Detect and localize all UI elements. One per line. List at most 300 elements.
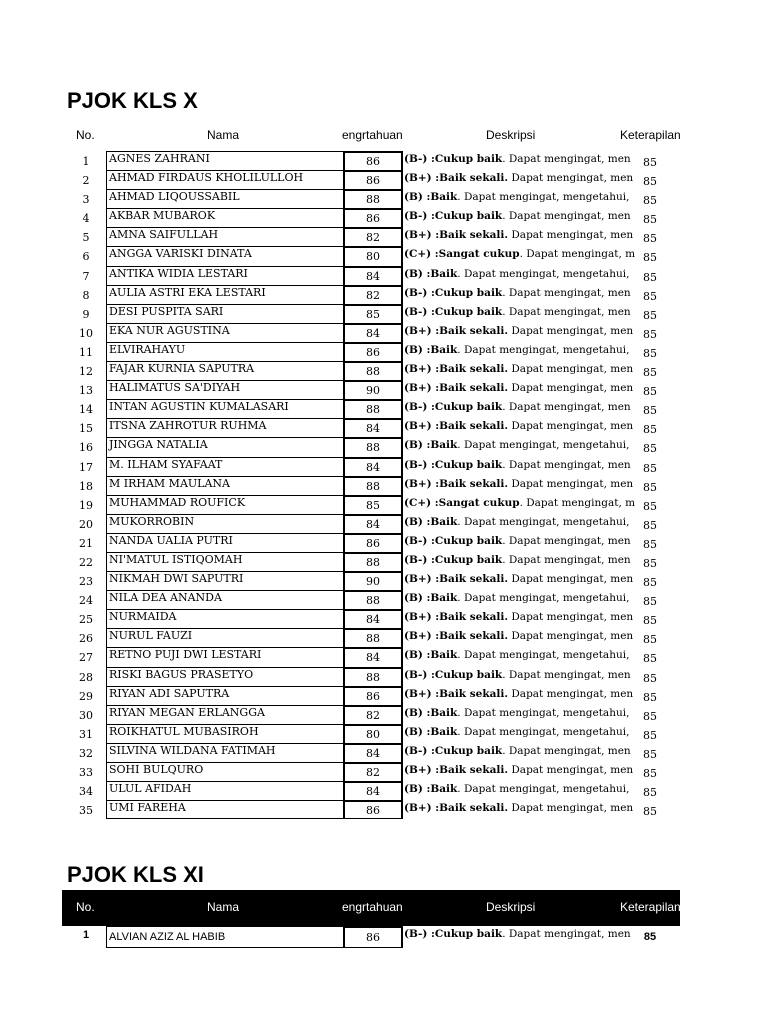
table-row xyxy=(0,609,768,628)
knowledge-score: 88 xyxy=(343,667,403,686)
table-body-kls-x xyxy=(0,151,768,819)
description-text: Dapat mengingat, men xyxy=(508,420,634,433)
table-row xyxy=(0,189,768,208)
description xyxy=(404,420,634,433)
student-name: RIYAN ADI SAPUTRA xyxy=(106,686,344,705)
student-name: INTAN AGUSTIN KUMALASARI xyxy=(106,399,344,418)
header-pengetahuan: engrtahuan xyxy=(342,900,403,914)
skill-score: 85 xyxy=(643,289,657,303)
grade-label: (B) :Baik xyxy=(404,439,458,452)
skill-score: 85 xyxy=(643,156,657,169)
description xyxy=(404,477,634,490)
description xyxy=(404,783,630,796)
row-number: 7 xyxy=(82,269,90,283)
skill-score: 85 xyxy=(643,747,657,761)
knowledge-score: 86 xyxy=(343,170,403,189)
description xyxy=(404,764,634,776)
table-row xyxy=(0,552,768,571)
skill-score: 85 xyxy=(643,442,657,456)
grade-label: (B+) :Baik sekali. xyxy=(404,382,509,395)
skill-score: 85 xyxy=(643,327,657,341)
grade-label: (C+) :Sangat cukup xyxy=(404,496,520,509)
table-row xyxy=(0,762,768,781)
skill-score: 85 xyxy=(643,404,657,418)
table-row xyxy=(0,667,768,686)
row-number: 29 xyxy=(79,689,93,703)
knowledge-score: 84 xyxy=(343,457,403,476)
row-number: 31 xyxy=(79,727,93,741)
student-name: DESI PUSPITA SARI xyxy=(106,304,344,323)
skill-score: 85 xyxy=(643,175,657,189)
row-number: 32 xyxy=(79,746,93,760)
row-number: 16 xyxy=(79,441,93,455)
student-name: UMI FAREHA xyxy=(106,800,344,819)
grade-label: (B+) :Baik sekali. xyxy=(404,420,509,433)
description-text: Dapat mengingat, men xyxy=(508,630,634,643)
student-name: ANTIKA WIDIA LESTARI xyxy=(106,266,344,285)
grade-label: (B+) :Baik sekali. xyxy=(404,229,509,242)
description xyxy=(404,687,634,700)
table-row xyxy=(0,285,768,304)
student-name: MUHAMMAD ROUFICK xyxy=(106,495,344,514)
student-name: HALIMATUS SA'DIYAH xyxy=(106,380,344,399)
description xyxy=(404,382,634,395)
row-number: 22 xyxy=(79,555,93,569)
skill-score: 85 xyxy=(643,614,657,628)
row-number: 26 xyxy=(79,632,93,646)
description xyxy=(404,363,634,376)
header-keterampilan: Keterapilan xyxy=(620,900,681,914)
student-name: MUKORROBIN xyxy=(106,514,344,533)
description xyxy=(404,439,630,452)
student-name: AHMAD LIQOUSSABIL xyxy=(106,189,344,208)
grade-label: (B-) :Cukup baik xyxy=(404,286,503,299)
student-name: NILA DEA ANANDA xyxy=(106,590,344,609)
skill-score: 85 xyxy=(643,251,657,265)
student-name: AHMAD FIRDAUS KHOLILULLOH xyxy=(106,170,344,189)
knowledge-score: 86 xyxy=(343,800,403,819)
table-row xyxy=(0,800,768,819)
student-name: AKBAR MUBAROK xyxy=(106,208,344,227)
description-text: Dapat mengingat, men xyxy=(508,611,634,624)
grade-label: (B-) :Cukup baik xyxy=(404,305,503,318)
description-text: . Dapat mengingat, m xyxy=(519,248,636,261)
grade-label: (B) :Baik xyxy=(404,649,458,662)
grade-label: (B) :Baik xyxy=(404,706,458,719)
grade-label: (B-) :Cukup baik xyxy=(404,553,503,566)
description xyxy=(404,324,634,337)
description xyxy=(404,343,630,356)
description xyxy=(404,649,630,662)
grade-label: (B-) :Cukup baik xyxy=(404,458,503,471)
knowledge-score: 82 xyxy=(343,705,403,724)
grade-label: (B) :Baik xyxy=(404,515,458,528)
table-row xyxy=(0,514,768,533)
row-number: 2 xyxy=(82,174,90,188)
description-text: . Dapat mengingat, mengetahui, xyxy=(457,267,630,280)
row-number: 30 xyxy=(79,708,93,722)
description-text: . Dapat mengingat, mengetahui, xyxy=(457,515,630,528)
row-number: 33 xyxy=(79,766,93,779)
description xyxy=(404,172,634,185)
table-row xyxy=(0,323,768,342)
grade-label: (B+) :Baik sekali. xyxy=(404,573,509,586)
section-title-kls-xi: PJOK KLS XI xyxy=(67,862,204,887)
description-text: Dapat mengingat, men xyxy=(508,363,634,376)
knowledge-score: 88 xyxy=(343,437,403,456)
description-text: . Dapat mengingat, men xyxy=(502,401,631,414)
header-keterampilan: Keterapilan xyxy=(620,128,681,142)
skill-score: 85 xyxy=(643,805,657,819)
table-row xyxy=(0,437,768,456)
skill-score: 85 xyxy=(643,480,657,494)
table-row xyxy=(0,418,768,437)
description xyxy=(404,210,631,223)
row-number: 18 xyxy=(79,479,93,493)
row-number: 13 xyxy=(79,384,93,398)
student-name: ITSNA ZAHROTUR RUHMA xyxy=(106,418,344,437)
student-name: ANGGA VARISKI DINATA xyxy=(106,246,344,265)
knowledge-score: 84 xyxy=(343,647,403,666)
table-row xyxy=(0,457,768,476)
skill-score: 85 xyxy=(643,767,657,780)
skill-score: 85 xyxy=(643,786,657,800)
header-pengetahuan: engrtahuan xyxy=(342,128,403,142)
grade-label: (B) :Baik xyxy=(404,267,458,280)
knowledge-score: 86 xyxy=(343,686,403,705)
header-nama: Nama xyxy=(207,128,240,142)
description xyxy=(404,928,631,940)
description xyxy=(404,229,634,242)
row-number: 15 xyxy=(79,422,93,436)
description xyxy=(404,401,631,414)
skill-score: 85 xyxy=(643,595,657,609)
row-number: 11 xyxy=(79,345,93,359)
table-row xyxy=(0,781,768,800)
grade-label: (B) :Baik xyxy=(404,725,458,738)
student-name: ALVIAN AZIZ AL HABIB xyxy=(106,926,344,948)
knowledge-score: 88 xyxy=(343,399,403,418)
row-number: 4 xyxy=(82,212,90,226)
student-name: SOHI BULQURO xyxy=(106,762,344,781)
skill-score: 85 xyxy=(643,537,657,551)
header-no: No. xyxy=(76,900,95,914)
row-number: 21 xyxy=(79,536,93,550)
skill-score: 85 xyxy=(643,690,657,704)
student-name: ELVIRAHAYU xyxy=(106,342,344,361)
row-number: 3 xyxy=(82,193,90,207)
section-title-kls-x: PJOK KLS X xyxy=(67,88,198,113)
student-name: NIKMAH DWI SAPUTRI xyxy=(106,571,344,590)
table-row xyxy=(0,705,768,724)
skill-score: 85 xyxy=(643,556,657,570)
description-text: . Dapat mengingat, mengetahui, xyxy=(457,343,630,356)
table-header-kls-xi xyxy=(62,890,680,926)
table-row xyxy=(0,380,768,399)
skill-score: 85 xyxy=(643,423,657,437)
description-text: . Dapat mengingat, men xyxy=(502,286,631,299)
skill-score: 85 xyxy=(643,709,657,723)
table-row xyxy=(0,724,768,743)
knowledge-score: 84 xyxy=(343,514,403,533)
knowledge-score: 90 xyxy=(343,380,403,399)
grade-label: (B+) :Baik sekali. xyxy=(404,363,509,376)
table-row xyxy=(0,208,768,227)
description-text: . Dapat mengingat, men xyxy=(502,210,631,223)
row-number: 34 xyxy=(79,785,93,799)
row-number: 5 xyxy=(82,231,90,245)
description xyxy=(404,496,636,509)
row-number: 12 xyxy=(79,365,93,379)
skill-score: 85 xyxy=(643,652,657,666)
student-name: RIYAN MEGAN ERLANGGA xyxy=(106,705,344,724)
knowledge-score: 86 xyxy=(343,342,403,361)
description xyxy=(404,305,631,318)
table-row xyxy=(0,533,768,552)
skill-score: 85 xyxy=(643,194,657,208)
student-name: M IRHAM MAULANA xyxy=(106,476,344,495)
row-number: 1 xyxy=(82,929,90,941)
skill-score: 85 xyxy=(643,346,657,360)
grade-label: (B-) :Cukup baik xyxy=(404,668,503,681)
description xyxy=(404,668,631,681)
row-number: 6 xyxy=(82,250,90,264)
table-row xyxy=(0,227,768,246)
table-row xyxy=(0,628,768,647)
grade-label: (B+) :Baik sekali. xyxy=(404,324,509,337)
description-text: . Dapat mengingat, mengetahui, xyxy=(457,725,630,738)
skill-score: 85 xyxy=(643,366,657,380)
description xyxy=(404,592,630,605)
description-text: Dapat mengingat, men xyxy=(508,229,634,242)
description-text: . Dapat mengingat, men xyxy=(502,553,631,566)
table-row xyxy=(0,399,768,418)
skill-score: 85 xyxy=(643,308,657,322)
skill-score: 85 xyxy=(643,671,657,685)
table-body-kls-xi xyxy=(0,926,768,948)
table-row xyxy=(0,571,768,590)
description xyxy=(404,706,630,719)
grade-label: (B+) :Baik sekali. xyxy=(404,477,509,490)
description-text: . Dapat mengingat, men xyxy=(502,928,631,940)
table-row xyxy=(0,170,768,189)
description xyxy=(404,553,631,566)
table-row xyxy=(0,266,768,285)
grade-label: (B-) :Cukup baik xyxy=(404,744,503,757)
row-number: 1 xyxy=(82,155,90,168)
description-text: Dapat mengingat, men xyxy=(508,324,634,337)
row-number: 27 xyxy=(79,651,93,665)
student-name: AMNA SAIFULLAH xyxy=(106,227,344,246)
grade-label: (B+) :Baik sekali. xyxy=(404,630,509,643)
table-row xyxy=(0,151,768,170)
table-row xyxy=(0,361,768,380)
student-name: SILVINA WILDANA FATIMAH xyxy=(106,743,344,762)
table-header-kls-x xyxy=(0,124,768,146)
description xyxy=(404,267,630,280)
knowledge-score: 82 xyxy=(343,285,403,304)
description-text: . Dapat mengingat, mengetahui, xyxy=(457,191,630,204)
grade-label: (B+) :Baik sekali. xyxy=(404,687,509,700)
skill-score: 85 xyxy=(643,931,657,943)
knowledge-score: 86 xyxy=(343,208,403,227)
knowledge-score: 85 xyxy=(343,304,403,323)
table-row xyxy=(0,590,768,609)
description-text: . Dapat mengingat, mengetahui, xyxy=(457,439,630,452)
student-name: RETNO PUJI DWI LESTARI xyxy=(106,647,344,666)
knowledge-score: 86 xyxy=(343,926,403,948)
student-name: AULIA ASTRI EKA LESTARI xyxy=(106,285,344,304)
table-row xyxy=(0,304,768,323)
skill-score: 85 xyxy=(643,461,657,475)
knowledge-score: 90 xyxy=(343,571,403,590)
description xyxy=(404,515,630,528)
description-text: . Dapat mengingat, men xyxy=(502,668,631,681)
grade-label: (B-) :Cukup baik xyxy=(404,534,503,547)
student-name: AGNES ZAHRANI xyxy=(106,151,344,170)
description-text: . Dapat mengingat, men xyxy=(502,153,631,165)
knowledge-score: 84 xyxy=(343,418,403,437)
description-text: . Dapat mengingat, mengetahui, xyxy=(457,706,630,719)
description-text: . Dapat mengingat, men xyxy=(502,458,631,471)
student-name: FAJAR KURNIA SAPUTRA xyxy=(106,361,344,380)
skill-score: 85 xyxy=(643,518,657,532)
skill-score: 85 xyxy=(643,576,657,590)
header-deskripsi: Deskripsi xyxy=(486,900,536,914)
table-row xyxy=(0,686,768,705)
row-number: 25 xyxy=(79,613,93,627)
skill-score: 85 xyxy=(643,232,657,246)
grade-label: (B-) :Cukup baik xyxy=(404,153,503,165)
table-row xyxy=(0,743,768,762)
row-number: 28 xyxy=(79,670,93,684)
knowledge-score: 88 xyxy=(343,189,403,208)
table-row xyxy=(0,495,768,514)
description xyxy=(404,802,634,815)
knowledge-score: 80 xyxy=(343,246,403,265)
knowledge-score: 82 xyxy=(343,762,403,781)
description xyxy=(404,744,631,757)
row-number: 24 xyxy=(79,594,93,608)
knowledge-score: 84 xyxy=(343,323,403,342)
grade-label: (B-) :Cukup baik xyxy=(404,401,503,414)
skill-score: 85 xyxy=(643,633,657,647)
student-name: NURMAIDA xyxy=(106,609,344,628)
knowledge-score: 88 xyxy=(343,361,403,380)
grade-label: (B-) :Cukup baik xyxy=(404,928,503,940)
skill-score: 85 xyxy=(643,270,657,284)
knowledge-score: 86 xyxy=(343,533,403,552)
student-name: NURUL FAUZI xyxy=(106,628,344,647)
grade-label: (B) :Baik xyxy=(404,783,458,796)
description-text: Dapat mengingat, men xyxy=(508,687,634,700)
knowledge-score: 88 xyxy=(343,590,403,609)
grade-label: (B+) :Baik sekali. xyxy=(404,172,509,185)
description-text: Dapat mengingat, men xyxy=(508,477,634,490)
description-text: . Dapat mengingat, mengetahui, xyxy=(457,783,630,796)
description xyxy=(404,153,631,165)
student-name: EKA NUR AGUSTINA xyxy=(106,323,344,342)
header-deskripsi: Deskripsi xyxy=(486,128,536,142)
table-row xyxy=(0,926,768,948)
description-text: . Dapat mengingat, men xyxy=(502,305,631,318)
knowledge-score: 86 xyxy=(343,151,403,170)
description-text: . Dapat mengingat, men xyxy=(502,534,631,547)
description xyxy=(404,573,634,586)
row-number: 8 xyxy=(82,288,90,302)
knowledge-score: 84 xyxy=(343,781,403,800)
description-text: . Dapat mengingat, mengetahui, xyxy=(457,592,630,605)
description xyxy=(404,611,634,624)
table-row xyxy=(0,246,768,265)
knowledge-score: 84 xyxy=(343,609,403,628)
row-number: 9 xyxy=(82,307,90,321)
description-text: Dapat mengingat, men xyxy=(508,764,634,776)
description-text: Dapat mengingat, men xyxy=(508,802,634,815)
description xyxy=(404,630,634,643)
knowledge-score: 80 xyxy=(343,724,403,743)
grade-label: (B) :Baik xyxy=(404,343,458,356)
description-text: . Dapat mengingat, men xyxy=(502,744,631,757)
table-row xyxy=(0,476,768,495)
description xyxy=(404,458,631,471)
description-text: . Dapat mengingat, m xyxy=(519,496,636,509)
header-nama: Nama xyxy=(207,900,240,914)
knowledge-score: 88 xyxy=(343,628,403,647)
knowledge-score: 84 xyxy=(343,743,403,762)
student-name: ROIKHATUL MUBASIROH xyxy=(106,724,344,743)
header-no: No. xyxy=(76,128,95,142)
skill-score: 85 xyxy=(643,213,657,227)
description xyxy=(404,248,636,261)
description-text: Dapat mengingat, men xyxy=(508,382,634,395)
knowledge-score: 85 xyxy=(343,495,403,514)
grade-label: (B) :Baik xyxy=(404,592,458,605)
student-name: M. ILHAM SYAFAAT xyxy=(106,457,344,476)
description-text: Dapat mengingat, men xyxy=(508,573,634,586)
grade-label: (C+) :Sangat cukup xyxy=(404,248,520,261)
grade-label: (B) :Baik xyxy=(404,191,458,204)
skill-score: 85 xyxy=(643,385,657,399)
student-name: ULUL AFIDAH xyxy=(106,781,344,800)
row-number: 10 xyxy=(79,326,93,340)
row-number: 23 xyxy=(79,575,93,589)
student-name: NI'MATUL ISTIQOMAH xyxy=(106,552,344,571)
grade-label: (B-) :Cukup baik xyxy=(404,210,503,223)
row-number: 19 xyxy=(79,498,93,512)
knowledge-score: 82 xyxy=(343,227,403,246)
student-name: NANDA UALIA PUTRI xyxy=(106,533,344,552)
table-row xyxy=(0,647,768,666)
skill-score: 85 xyxy=(643,728,657,742)
row-number: 14 xyxy=(79,403,93,417)
row-number: 17 xyxy=(79,460,93,474)
knowledge-score: 88 xyxy=(343,476,403,495)
skill-score: 85 xyxy=(643,499,657,513)
student-name: JINGGA NATALIA xyxy=(106,437,344,456)
description xyxy=(404,725,630,738)
description xyxy=(404,286,631,299)
grade-label: (B+) :Baik sekali. xyxy=(404,611,509,624)
description xyxy=(404,534,631,547)
table-row xyxy=(0,342,768,361)
row-number: 20 xyxy=(79,517,93,531)
knowledge-score: 88 xyxy=(343,552,403,571)
grade-label: (B+) :Baik sekali. xyxy=(404,802,509,815)
row-number: 35 xyxy=(79,804,93,818)
description-text: . Dapat mengingat, mengetahui, xyxy=(457,649,630,662)
description xyxy=(404,191,630,204)
